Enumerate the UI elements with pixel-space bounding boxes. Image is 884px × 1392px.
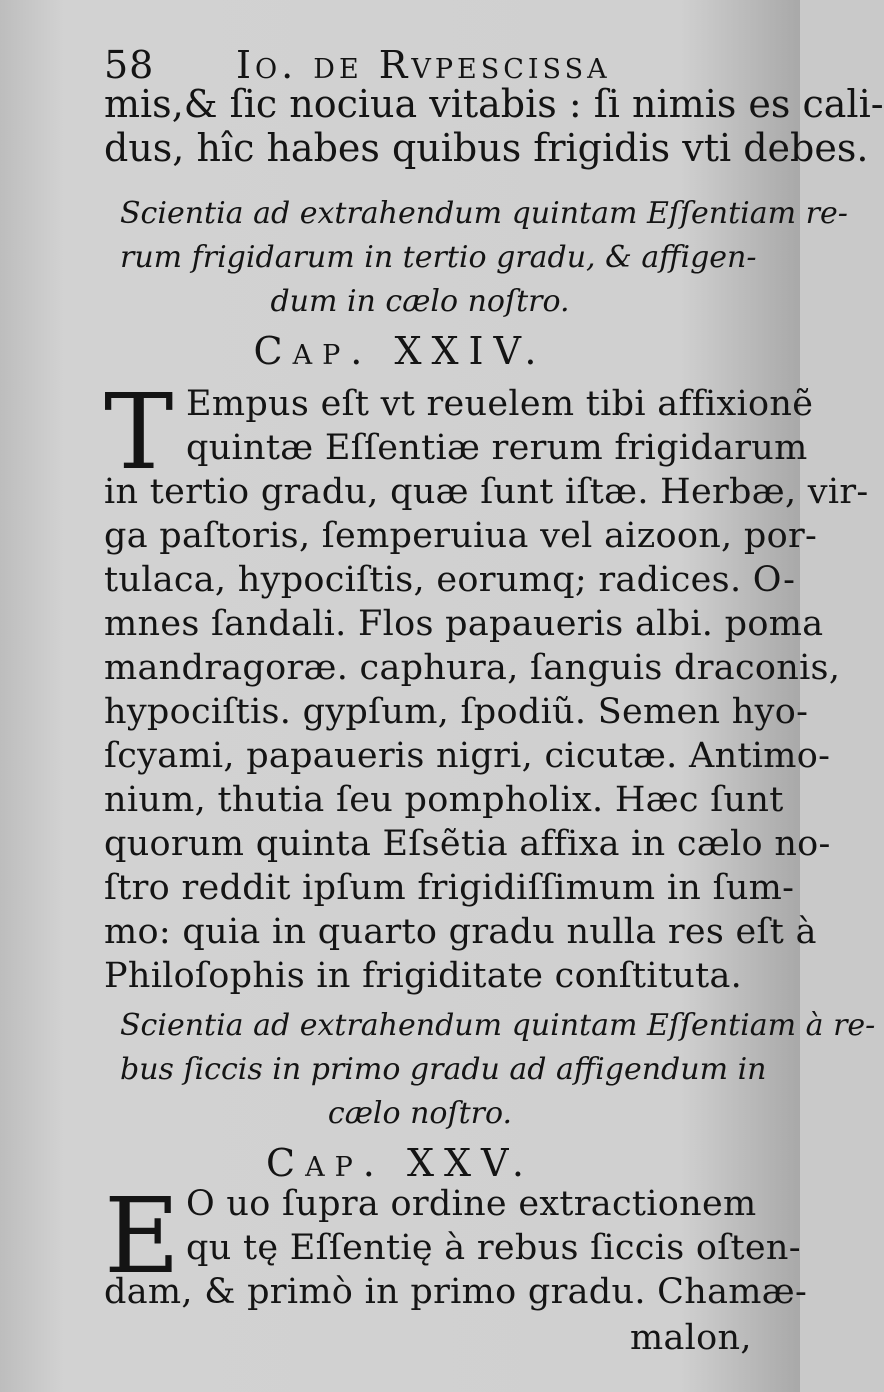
- text-line: mnes ſandali. Flos papaueris albi. poma: [104, 604, 824, 644]
- text-line: ga paſtoris, ſemperuiua vel aizoon, por-: [104, 516, 818, 556]
- text-line: quorum quinta Eſsẽtia affixa in cælo no-: [104, 824, 831, 864]
- section-heading-line: Scientia ad extrahendum quintam Eſſentiam à re-: [120, 1008, 876, 1043]
- text-line: mo: quia in quarto gradu nulla res eſt à: [104, 912, 817, 952]
- section-heading-line: cælo noſtro.: [327, 1096, 513, 1131]
- text-line: quintæ Eſſentiæ rerum frigidarum: [186, 428, 808, 468]
- text-line: ſtro reddit ipſum frigidiſſimum in ſum-: [104, 868, 795, 908]
- running-title: Io. de Rvpescissa: [236, 43, 611, 87]
- text-line: mandragoræ. caphura, ſanguis draconis,: [104, 648, 841, 688]
- text-line: mis,& ſic nociua vitabis : ſi nimis es cali-: [104, 82, 884, 126]
- drop-cap: E: [104, 1175, 180, 1297]
- text-line: tulaca, hypociſtis, eorumq; radices. O-: [104, 560, 796, 600]
- section-heading-line: Scientia ad extrahendum quintam Eſſentiam re-: [120, 196, 848, 231]
- text-line: dus, hîc habes quibus frigidis vti debes.: [104, 126, 869, 170]
- text-line: Empus eſt vt reuelem tibi affixionẽ: [186, 384, 814, 424]
- section-heading-line: rum frigidarum in tertio gradu, & affigen-: [120, 240, 757, 275]
- text-line: in tertio gradu, quæ ſunt iſtæ. Herbæ, vir-: [104, 472, 869, 512]
- text-line: nium, thutia ſeu pompholix. Hæc ſunt: [104, 780, 784, 820]
- chapter-heading: Cap. XXIV.: [253, 329, 547, 373]
- text-line: dam, & primò in primo gradu. Chamæ-: [104, 1272, 808, 1312]
- text-line: hypociſtis. gypſum, ſpodiũ. Semen hyo-: [104, 692, 809, 732]
- text-line: ſcyami, papaueris nigri, cicutæ. Antimo-: [104, 736, 831, 776]
- catchword: malon,: [630, 1318, 752, 1358]
- page-number: 58: [104, 43, 155, 87]
- chapter-heading: Cap. XXV.: [266, 1141, 534, 1185]
- text-line: qu tę Eſſentię à rebus ſiccis oſten-: [186, 1228, 801, 1268]
- drop-cap: T: [104, 371, 174, 493]
- text-line: Philoſophis in frigiditate conſtituta.: [104, 956, 743, 996]
- text-line: O uo ſupra ordine extractionem: [186, 1184, 757, 1224]
- section-heading-line: dum in cælo noſtro.: [270, 284, 570, 319]
- section-heading-line: bus ſiccis in primo gradu ad affigendum in: [120, 1052, 767, 1087]
